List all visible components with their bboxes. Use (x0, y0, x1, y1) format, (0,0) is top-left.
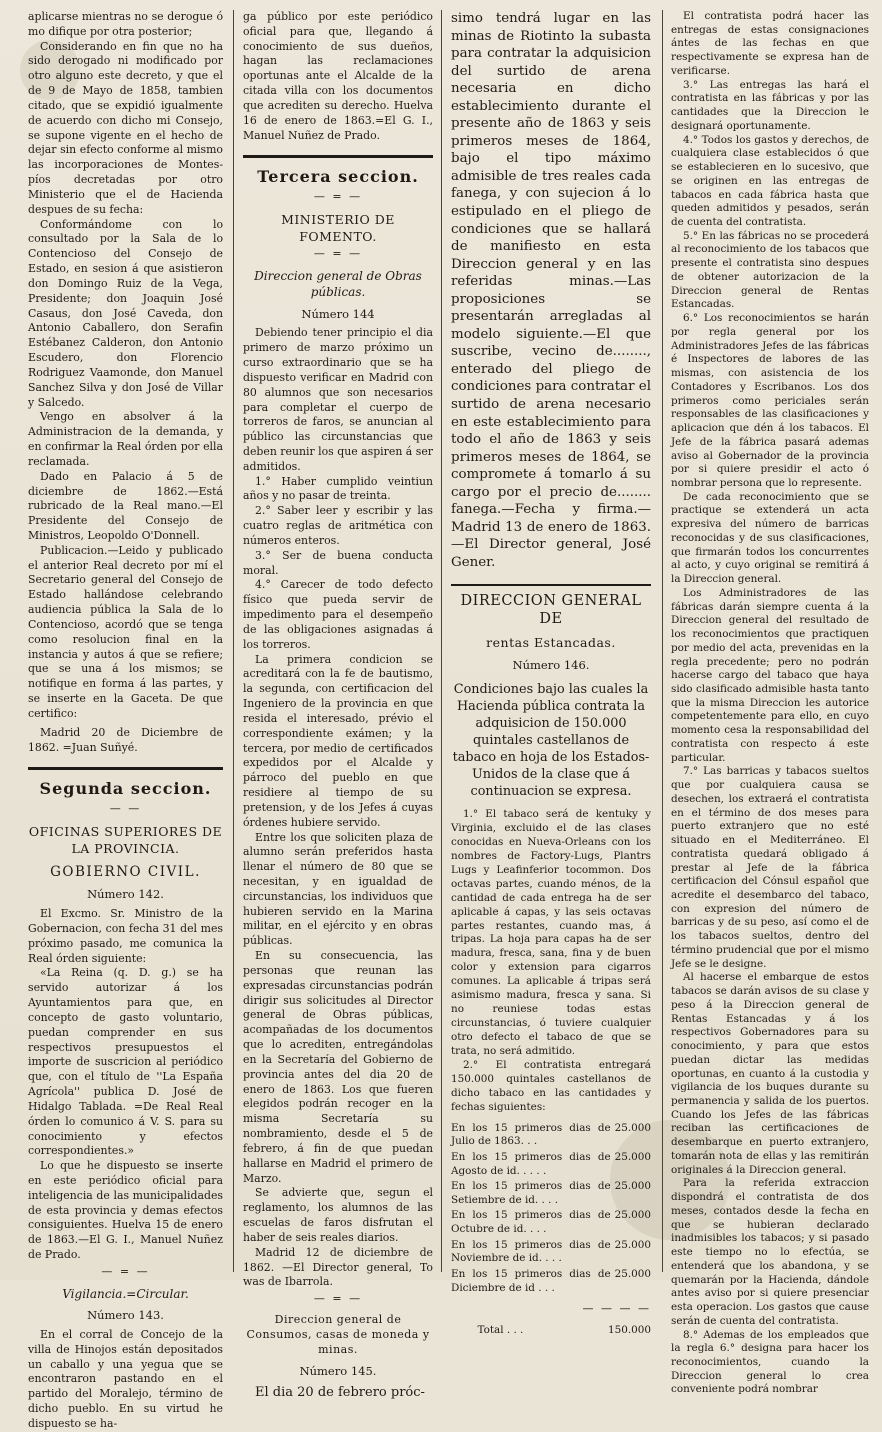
item-number: Número 145. (299, 1364, 377, 1378)
dash-separator: — = — (313, 190, 363, 204)
section-rule (451, 584, 651, 586)
delivery-period: En los 15 primeros dias de Setiembre de id. . . . (451, 1180, 611, 1206)
item-number: Número 144 (301, 306, 375, 321)
delivery-amount: 25.000 (614, 1150, 651, 1163)
requirement-item: 2.° Saber leer y escribir y las cuatro reglas de aritmética con números enteros. (243, 504, 433, 547)
direction-heading: Direccion general de Consumos, casas de moneda y minas. (246, 1313, 430, 1357)
total-label: Total . . . (477, 1323, 524, 1336)
direction-subheading: rentas Estancadas. (486, 635, 616, 651)
dash-separator: — = — (101, 1264, 150, 1278)
delivery-amount: 25.000 (614, 1180, 651, 1193)
paragraph: El contratista podrá hacer las entregas de estas consignaciones ántes de las fechas en que respectivamente se expresa han de verificarse. (671, 10, 869, 77)
paragraph: 7.° Las barricas y tabacos sueltos que por cualquiera causa se desechen, los extraerá el contratista en el término de dos meses para puerto extranjero que no esté situado en el Mediterráneo. El contratista quedará obligado á prestar al Jefe de la fábrica certificacion del Cónsul español que acredite el desembarco del tabaco, con expresion del número de barricas y de su peso, así como el de los tabacos sueltos, dentro del término prudencial que por el mismo Jefe se le designe. (671, 765, 869, 970)
dash-separator: — = — (313, 1292, 363, 1306)
lead-paragraph: Condiciones bajo las cuales la Hacienda pública contrata la adquisicion de 150.000 quintales castellanos de tabaco en hoja de los Estados-Unidos de la clase que á continuacion se expresa. (452, 681, 650, 799)
paragraph: ga público por este periódico oficial para que, llegando á conocimiento de sus dueños, hagan las reclamaciones oportunas ante el Alcalde de la citada villa con los documentos que acrediten su derecho. Huelva 16 de enero de 1863.=El G. I., Manuel Nuñez de Prado. (243, 10, 433, 142)
circular-heading: Vigilancia.=Circular. (62, 1286, 189, 1301)
dash-separator: — = — (313, 247, 363, 261)
delivery-amount: 25.000 (614, 1267, 651, 1280)
paragraph: Se advierte que, segun el reglamento, los alumnos de las escuelas de faros disfrutan el haber de seis reales diarios. (243, 1186, 433, 1244)
paragraph: «La Reina (q. D. g.) se ha servido autorizar á los Ayuntamientos para que, en concepto de gasto voluntario, puedan comprender en sus respectivos presupuestos el importe de suscricion al periódico que, con el título de ''La España Agrícola'' publica D. José de Hidalgo Tablada. =De Real Real órden lo comunico á V. S. para su conocimiento y efectos correspondientes.» (28, 966, 223, 1158)
column-3 (451, 10, 651, 1336)
gobierno-heading: GOBIERNO CIVIL. (50, 864, 201, 881)
paragraph: Considerando en fin que no ha sido derogado ni modificado por otro alguno este decreto, y que el de 9 de Mayo de 1858, tambien citado, que se expidió igualmente de acuerdo con dicho mi Consejo, se supone vigente en el hecho de dejar sin efecto conforme al mismo las incorporaciones de Montes-píos decretadas por otro Ministerio que el de Hacienda despues de su fecha: (28, 39, 223, 216)
delivery-amount: 25.000 (614, 1209, 651, 1222)
ministry-heading: MINISTERIO DE FOMENTO. (281, 212, 395, 245)
paragraph: De cada reconocimiento que se practique se extenderá un acta expresiva del número de barricas reconocidas y de sus clasificaciones, que firmarán todos los concurrentes al acto, y cuyo original se remitirá á la Direccion general. (671, 490, 869, 586)
delivery-amount: 25.000 (614, 1121, 651, 1134)
delivery-period: En los 15 primeros dias de Diciembre de id . . . (451, 1267, 611, 1294)
delivery-total (451, 1323, 651, 1339)
paragraph: Los Administradores de las fábricas darán siempre cuenta á la Direccion general del resultado de los reconocimientos que practiquen por medio del acta, prevenidas en la regla precedente; pero no podrán hacerse cargo del tabaco que haya sido clasificado admisible hasta tanto que la misma Direccion les autorice competentemente para ello, en cuyo momento cesa la responsabilidad del contratista con respecto á este particular. (671, 586, 869, 764)
paragraph: Al hacerse el embarque de estos tabacos se darán avisos de su clase y peso á la Direccion general de Rentas Estancadas y á los respectivos Gobernadores para su conocimiento, y para que estos puedan dictar las medidas oportunas, en cuanto á la custodia y vigilancia de los buques durante su permanencia y salida de los puertos. Cuando los Jefes de las fábricas reciban las certificaciones de desembarque en puerto extranjero, tomarán nota de ellas y las remitirán originales á la Direccion general. (671, 971, 869, 1176)
paragraph: aplicarse mientras no se derogue ó mo difique por otra posterior; (28, 10, 223, 38)
column-divider (233, 10, 234, 1272)
paragraph: Lo que he dispuesto se inserte en este periódico oficial para inteligencia de las municipalidades de esta provincia y demas efectos consiguientes. Huelva 15 de enero de 1863.—El G. I., Manuel Nuñez de Prado. (28, 1159, 223, 1262)
item-number: Número 146. (512, 657, 590, 672)
column-2 (243, 10, 433, 1400)
paragraph: 4.° Todos los gastos y derechos, de cualquiera clase establecidos ó que se establecieren en lo sucesivo, que se originen en las entregas de tabacos en cada fábrica hasta que queden admitidos y pesados, serán de cuenta del contratista. (671, 133, 869, 229)
delivery-amount: 25.000 (614, 1238, 651, 1251)
delivery-table (451, 1121, 651, 1297)
signature-line: Madrid 12 de diciembre de 1862. —El Director general, To was de Ibarrola. (243, 1245, 433, 1289)
condition-item: 2.° El contratista entregará 150.000 quintales castellanos de dicho tabaco en las cantidades y fechas siguientes: (451, 1058, 651, 1113)
paragraph: simo tendrá lugar en las minas de Riotinto la subasta para contratar la adquisicion del surtido de arena necesaria en dicho establecimiento durante el presente año de 1863 y seis primeros meses de 1864, bajo el tipo máximo admisible de tres reales cada fanega, y con sujecion á lo estipulado en el pliego de condiciones que se hallará de manifiesto en esta Direccion general y en las referidas minas.—Las proposiciones se presentarán arregladas al modelo siguiente.—El que suscribe, vecino de........, enterado del pliego de condiciones para contratar el surtido de arena necesario en este establecimiento para todo el año de 1863 y seis primeros meses de 1864, se compromete á tomarlo á su cargo por el precio de........ fanega.—Fecha y firma.—Madrid 13 de enero de 1863.—El Director general, José Gener. (451, 11, 651, 570)
direction-heading: Direccion general de Obras públicas. (254, 269, 422, 300)
delivery-period: En los 15 primeros dias de Octubre de id. . . . (451, 1209, 611, 1236)
delivery-period: En los 15 primeros dias de Julio de 1863. . . (451, 1121, 611, 1148)
delivery-row (451, 1179, 651, 1208)
dash-separator: — — (109, 802, 142, 816)
paragraph: 8.° Ademas de los empleados que la regla 6.° designa para hacer los reconocimientos, cuando la Direccion general lo crea conveniente podrá nombrar (671, 1328, 869, 1396)
paragraph: Publicacion.—Leido y publicado el anterior Real decreto por mí el Secretario general del Consejo de Estado hallándose celebrando audiencia pública la Sala de lo Contencioso, acordó que se tenga como resolucion final en la instancia y autos á que se refiere; que se una á los mismos; se notifique en forma á las partes, y se inserte en la Gaceta. De que certifico: (28, 543, 223, 720)
total-amount: 150.000 (608, 1323, 651, 1336)
paragraph: La primera condicion se acreditará con la fe de bautismo, la segunda, con certificacion del Ingeniero de la provincia en que resida el interesado, prévio el correspondiente exámen; y la tercera, por medio de certificados expedidos por el Alcalde y párroco del pueblo en que residiere al tiempo de su pretension, y de los Jefes á cuyas órdenes hubiere servido. (243, 652, 433, 829)
delivery-row (451, 1267, 651, 1296)
paragraph: En su consecuencia, las personas que reunan las expresadas circunstancias podrán dirigir sus solicitudes al Director general de Obras públicas, acompañadas de los documentos que lo acrediten, entregándolas en la Secretaría del Gobierno de provincia antes del dia 20 de enero de 1863. Los que fueren elegidos podrán recoger en la misma Secretaría su nombramiento, desde el 5 de febrero, á fin de que puedan hallarse en Madrid el primero de Marzo. (243, 949, 433, 1185)
dash-separator: — — — — (582, 1302, 651, 1316)
paragraph: 3.° Las entregas las hará el contratista en las fábricas y por las cantidades que la Direccion le designará oportunamente. (671, 78, 869, 132)
section-rule (243, 155, 433, 158)
requirement-item: 3.° Ser de buena conducta moral. (243, 548, 433, 577)
item-number: Número 143. (87, 1308, 164, 1323)
column-divider (662, 10, 663, 1272)
office-heading: OFICINAS SUPERIORES DE LA PROVINCIA. (28, 824, 223, 857)
direction-heading: DIRECCION GENERAL DE (460, 592, 642, 628)
requirement-item: 1.° Haber cumplido veintiun años y no pasar de treinta. (243, 474, 433, 503)
condition-item: 1.° El tabaco será de kentuky y Virginia, excluido el de las clases conocidas en Nueva-Orleans con los nombres de Factory-Lugs, Plantrs Lugs y Leafinferior tocommon. Dos octavas partes, cuando ménos, de la cantidad de cada entrega ha de ser aplicable á capas, y las seis octavas partes restantes, cuando mas, á tripas. La hoja para capas ha de ser madura, fresca, sana, fina y de buen color y extension para cigarros comunes. La aplicable á tripas será asimismo madura, fresca y sana. Si no reuniese todas estas circunstancias, ó tuviere cualquier otro defecto el tabaco de que se trata, no será admitido. (451, 808, 651, 1057)
paragraph: Dado en Palacio á 5 de diciembre de 1862.—Está rubricado de la Real mano.—El Presidente del Consejo de Ministros, Leopoldo O'Donnell. (28, 469, 223, 542)
paragraph: Para la referida extraccion dispondrá el contratista de dos meses, contados desde la fecha en que se hubieran declarado inadmisibles los tabacos; y si pasado este tiempo no lo efectúa, se entenderá que los abandona, y se quemarán por la Hacienda, dándole antes aviso por si quiere presenciar esta operacion. Los gastos que cause serán de cuenta del contratista. (671, 1177, 869, 1327)
paragraph: Vengo en absolver á la Administracion de la demanda, y en confirmar la Real órden por ella reclamada. (28, 410, 223, 468)
delivery-row (451, 1121, 651, 1150)
requirement-item: 4.° Carecer de todo defecto físico que pueda servir de impedimento para el desempeño de las obligaciones asignadas á los torreros. (243, 578, 433, 651)
delivery-row (451, 1208, 651, 1237)
delivery-row (451, 1238, 651, 1267)
paragraph: El Excmo. Sr. Ministro de la Gobernacion, con fecha 31 del mes próximo pasado, me comunica la Real órden siguiente: (28, 907, 223, 965)
delivery-period: En los 15 primeros dias de Agosto de id. . . . . (451, 1150, 611, 1177)
section-heading: Segunda seccion. (39, 779, 212, 799)
paragraph: El dia 20 de febrero próc- (255, 1384, 425, 1400)
section-heading: Tercera seccion. (257, 167, 419, 187)
paragraph: Debiendo tener principio el dia primero de marzo próximo un curso extraordinario que se ha dispuesto verificar en Madrid con 80 alumnos que son necesarios para completar el cuerpo de torreros de faros, se anuncian al público las circunstancias que deben reunir los que aspiren á ser admitidos. (243, 326, 433, 473)
column-1 (28, 10, 223, 1430)
section-rule (28, 767, 223, 770)
paragraph: En el corral de Concejo de la villa de Hinojos están depositados un caballo y una yegua que se encontraron pastando en el partido del Moralejo, término de dicho pueblo. En su virtud he dispuesto se ha- (28, 1327, 223, 1430)
column-divider (441, 10, 442, 1272)
column-4 (671, 10, 869, 1396)
paragraph: Entre los que soliciten plaza de alumno serán preferidos hasta llenar el número de 80 que se necesitan, y en igualdad de circunstancias, los individuos que hubieren servido en la Marina militar, en el ejército y en obras públicas. (243, 830, 433, 948)
signature-line: Madrid 20 de Diciembre de 1862. =Juan Suñyé. (28, 725, 223, 754)
delivery-period: En los 15 primeros dias de Noviembre de id. . . . (451, 1238, 611, 1265)
delivery-row (451, 1150, 651, 1179)
paragraph: 6.° Los reconocimientos se harán por regla general por los Administradores Jefes de las fábricas é Inspectores de labores de las mismas, con asistencia de los Contadores y Escribanos. Los dos primeros como periciales serán responsables de las clasificaciones y aplicacion que dén á los tabacos. El Jefe de la fábrica pasará ademas aviso al Gobernador de la provincia por si quiere presidir el acto ó nombrar persona que lo represente. (671, 312, 869, 489)
item-number: Número 142. (87, 887, 164, 902)
paragraph: Conformándome con lo consultado por la Sala de lo Contencioso del Consejo de Estado, en sesion á que asistieron don Domingo Ruiz de la Vega, Presidente; don Joaquin José Casaus, don José Caveda, don Antonio Caballero, don Serafin Estébanez Calderon, don Antonio Escudero, don Florencio Rodriguez Vaamonde, don Manuel Sanchez Silva y don José de Villar y Salcedo. (28, 217, 223, 409)
paragraph: 5.° En las fábricas no se procederá al reconocimiento de los tabacos que presente el contratista sino despues de obtener autorizacion de la Direccion general de Rentas Estancadas. (671, 229, 869, 311)
